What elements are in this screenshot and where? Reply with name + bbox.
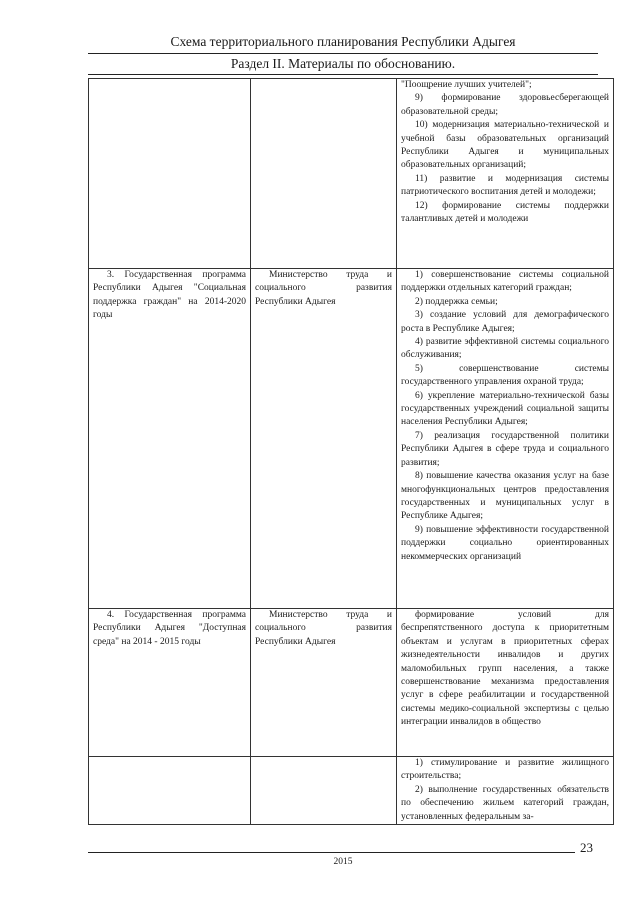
table-row xyxy=(89,269,614,609)
program-cell xyxy=(89,609,251,757)
program-name: 4. Государственная программа Республики Адыгея "Доступная среда" на 2014 - 2015 годы xyxy=(93,610,246,647)
goals-cell xyxy=(397,79,614,269)
goal-item: 8) повышение качества оказания услуг на базе многофункциональных центров предоставления государственных и муниципальных услуг в Республике Адыгея; xyxy=(401,471,609,522)
document-title: Схема территориального планирования Республики Адыгея xyxy=(170,34,516,49)
table-row xyxy=(89,609,614,757)
programs-table xyxy=(88,78,614,825)
goals-cell xyxy=(397,757,614,825)
goal-item: 2) выполнение государственных обязательств по обеспечению жильем категорий граждан, установленных федеральным за- xyxy=(401,784,609,822)
goal-item: "Поощрение лучших учителей"; xyxy=(401,80,532,90)
header-rule-top xyxy=(88,53,598,54)
program-name: 3. Государственная программа Республики Адыгея "Социальная поддержка граждан" на 2014-2020 годы xyxy=(93,270,246,321)
goal-item: 2) поддержка семьи; xyxy=(415,296,498,307)
header-rule-bottom xyxy=(88,74,598,75)
goals-cell xyxy=(397,609,614,757)
goal-item: 5) совершенствование системы государственного управления охраной труда; xyxy=(401,363,609,388)
ministry-cell xyxy=(251,269,397,609)
ministry-name: Министерство труда и социального развития Республики Адыгея xyxy=(255,610,392,647)
goal-item: 9) формирование здоровьесберегающей образовательной среды; xyxy=(401,93,609,117)
page-number: 23 xyxy=(580,840,593,855)
ministry-cell xyxy=(251,757,397,825)
document-subtitle: Раздел II. Материалы по обоснованию. xyxy=(230,56,456,71)
goal-item: 11) развитие и модернизация системы патриотического воспитания детей и молодежи; xyxy=(401,173,609,198)
table-row xyxy=(89,79,614,269)
footer-year: 2015 xyxy=(333,857,353,867)
table-row xyxy=(89,757,614,825)
ministry-cell xyxy=(251,79,397,269)
ministry-name: Министерство труда и социального развития Республики Адыгея xyxy=(255,270,392,307)
footer-rule xyxy=(88,852,575,853)
goal-item: 3) создание условий для демографического роста в Республике Адыгея; xyxy=(401,310,609,334)
goal-item: 10) модернизация материально-технической и учебной базы образовательных организаций Республики Адыгея и муниципальных образовательных организаций; xyxy=(401,120,609,171)
ministry-cell xyxy=(251,609,397,757)
goals-cell xyxy=(397,269,614,609)
goal-item: 12) формирование системы поддержки талантливых детей и молодежи xyxy=(401,200,609,225)
goal-item: 1) совершенствование системы социальной поддержки отдельных категорий граждан; xyxy=(401,270,609,294)
goal-item: 1) стимулирование и развитие жилищного строительства; xyxy=(401,758,609,782)
goal-item: 6) укрепление материально-технической базы государственных учреждений социальной защиты населения Республики Адыгея; xyxy=(401,390,609,428)
program-cell xyxy=(89,79,251,269)
goal-item: 9) повышение эффективности государственной поддержки социально ориентированных некоммерческих организаций xyxy=(401,524,609,562)
goal-item: 4) развитие эффективной системы социального обслуживания; xyxy=(401,337,609,361)
goal-item: формирование условий для беспрепятственного доступа к приоритетным объектам и услугам в приоритетных сферах жизнедеятельности инвалидов и других маломобильных групп населения, а также совершенствование механизма предоставления услуг в сфере реабилитации и государственной системы медико-социальной экспертизы с целью интеграции инвалидов в общество xyxy=(401,610,609,728)
goal-item: 7) реализация государственной политики Республики Адыгея в сфере труда и социального развития; xyxy=(401,430,609,468)
program-cell xyxy=(89,269,251,609)
program-cell xyxy=(89,757,251,825)
